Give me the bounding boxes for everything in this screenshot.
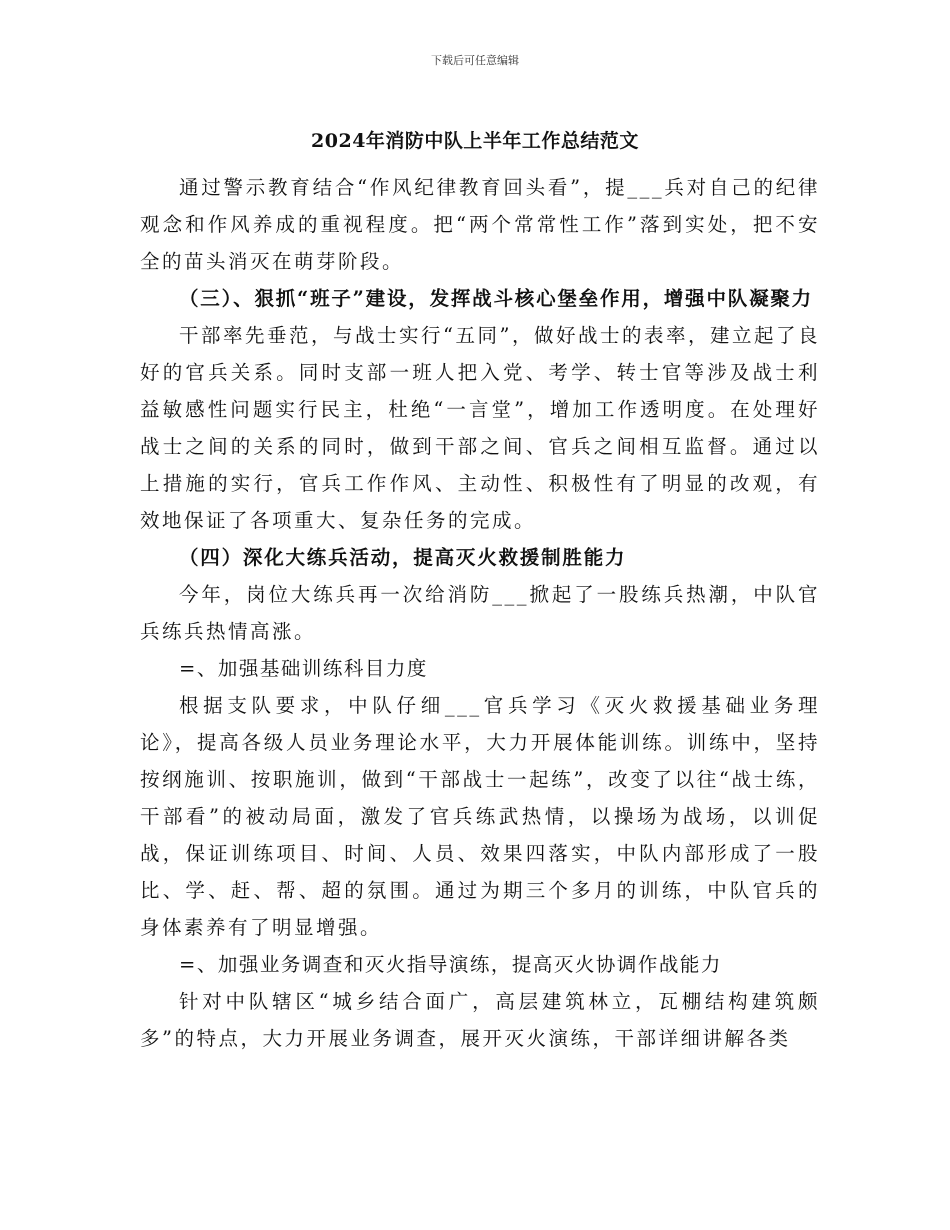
section-heading-three: （三）、狠抓“班子”建设，发挥战斗核心堡垒作用，增强中队凝聚力	[179, 287, 813, 310]
body-paragraph: 今年，岗位大练兵再一次给消防___掀起了一股练兵热潮，中队官兵练兵热情高涨。	[140, 583, 820, 643]
body-paragraph: 根据支队要求，中队仔细___官兵学习《灭火救援基础业务理论》，提高各级人员业务理论水平，大力开展体能训练。训练中，坚持按纲施训、按职施训，做到“干部战士一起练”，改变了以往“战士练，干部看”的被动局面，激发了官兵练武热情，以操场为战场，以训促战，保证训练项目、时间、人员、效果四落实，中队内部形成了一股比、学、赶、帮、超的氛围。通过为期三个多月的训练，中队官兵的身体素养有了明显增强。	[140, 694, 820, 939]
subheading-business-survey: =、加强业务调查和灭火指导演练，提高灭火协调作战能力	[179, 953, 722, 976]
subheading-basic-training: =、加强基础训练科目力度	[179, 657, 428, 680]
page-header-note: 下载后可任意编辑	[431, 54, 519, 67]
body-paragraph: 通过警示教育结合“作风纪律教育回头看”，提___兵对自己的纪律观念和作风养成的重视程度。把“两个常常性工作”落到实处，把不安全的苗头消灭在萌芽阶段。	[140, 176, 820, 273]
body-paragraph: 干部率先垂范，与战士实行“五同”，做好战士的表率，建立起了良好的官兵关系。同时支部一班人把入党、考学、转士官等涉及战士利益敏感性问题实行民主，杜绝“一言堂”，增加工作透明度。在处理好战士之间的关系的同时，做到干部之间、官兵之间相互监督。通过以上措施的实行，官兵工作作风、主动性、积极性有了明显的改观，有效地保证了各项重大、复杂任务的完成。	[140, 324, 820, 532]
section-heading-four: （四）深化大练兵活动，提高灭火救援制胜能力	[179, 546, 627, 569]
document-title: 2024年消防中队上半年工作总结范文	[311, 130, 639, 152]
document-body	[140, 169, 820, 1057]
body-paragraph: 针对中队辖区“城乡结合面广，高层建筑林立，瓦棚结构建筑颇多”的特点，大力开展业务调查，展开灭火演练，干部详细讲解各类	[140, 990, 820, 1050]
